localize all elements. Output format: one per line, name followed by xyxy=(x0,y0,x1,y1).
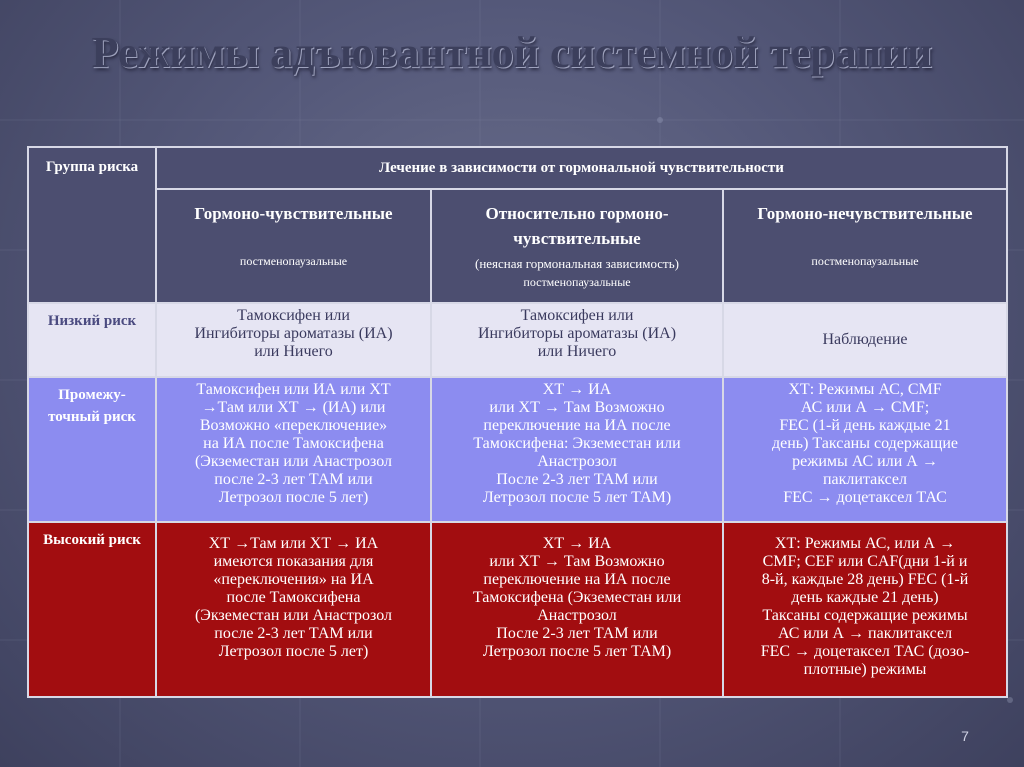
risk-group-header: Группа риска xyxy=(28,147,156,303)
column-title: Гормоно-нечувствительные xyxy=(757,204,973,223)
column-header-relatively-sensitive xyxy=(431,189,723,303)
column-header-hormone-sensitive xyxy=(156,189,431,303)
table-cell: Наблюдение xyxy=(723,303,1007,377)
column-note: (неясная гормональная зависимость) xyxy=(474,256,679,271)
column-title: Относительно гормоно-чувствительные xyxy=(485,204,669,248)
column-subtitle: постменопаузальные xyxy=(811,254,919,268)
column-subtitle: постменопаузальные xyxy=(239,254,348,268)
page-number: 7 xyxy=(961,728,969,744)
risk-label-high: Высокий риск xyxy=(28,522,156,697)
slide-title: Режимы адъювантной системной терапии xyxy=(91,28,933,77)
column-header-hormone-insensitive xyxy=(723,189,1007,303)
column-title: Гормоно-чувствительные xyxy=(194,204,393,223)
table-cell: ХТ → ИА или ХТ → Там Возможно переключение на ИА после Тамоксифена (Экземестан или Анастрозол После 2-3 лет ТАМ или Летрозол после 5 лет ТАМ) xyxy=(431,522,723,697)
table-cell: ХТ →Там или ХТ → ИА имеются показания для «переключения» на ИА после Тамоксифена (Экземестан или Анастрозол после 2-3 лет ТАМ или Летрозол после 5 лет) xyxy=(156,522,431,697)
table-row-intermediate-risk xyxy=(28,377,1007,522)
table-cell: ХТ → ИА или ХТ → Там Возможно переключение на ИА после Тамоксифена: Экземестан или Анастрозол После 2-3 лет ТАМ или Летрозол после 5 лет ТАМ) xyxy=(431,377,723,522)
risk-label-intermediate: Промежу-точный риск xyxy=(28,377,156,522)
column-subtitle: постменопаузальные xyxy=(523,275,631,289)
table-cell: ХТ: Режимы АС, или А → CMF; CEF или CAF(дни 1-й и 8-й, каждые 28 день) FEC (1-й день каждые 21 день) Таксаны содержащие режимы АС или А → паклитаксел FEC → доцетаксел ТАС (дозо- плотные) режимы xyxy=(723,522,1007,697)
table-row-high-risk xyxy=(28,522,1007,697)
treatment-header: Лечение в зависимости от гормональной чувствительности xyxy=(156,147,1007,189)
table-cell: Тамоксифен или Ингибиторы ароматазы (ИА) или Ничего xyxy=(156,303,431,377)
risk-label-low: Низкий риск xyxy=(28,303,156,377)
table-cell: ХТ: Режимы АС, CMF АС или А → CMF; FEC (1-й день каждые 21 день) Таксаны содержащие режимы АС или А → паклитаксел FEC → доцетаксел ТАС xyxy=(723,377,1007,522)
table-row-low-risk xyxy=(28,303,1007,377)
table-cell: Тамоксифен или Ингибиторы ароматазы (ИА) или Ничего xyxy=(431,303,723,377)
therapy-table xyxy=(27,146,1008,698)
table-cell: Тамоксифен или ИА или ХТ →Там или ХТ → (ИА) или Возможно «переключение» на ИА после Тамоксифена (Экземестан или Анастрозол после 2-3 лет ТАМ или Летрозол после 5 лет) xyxy=(156,377,431,522)
